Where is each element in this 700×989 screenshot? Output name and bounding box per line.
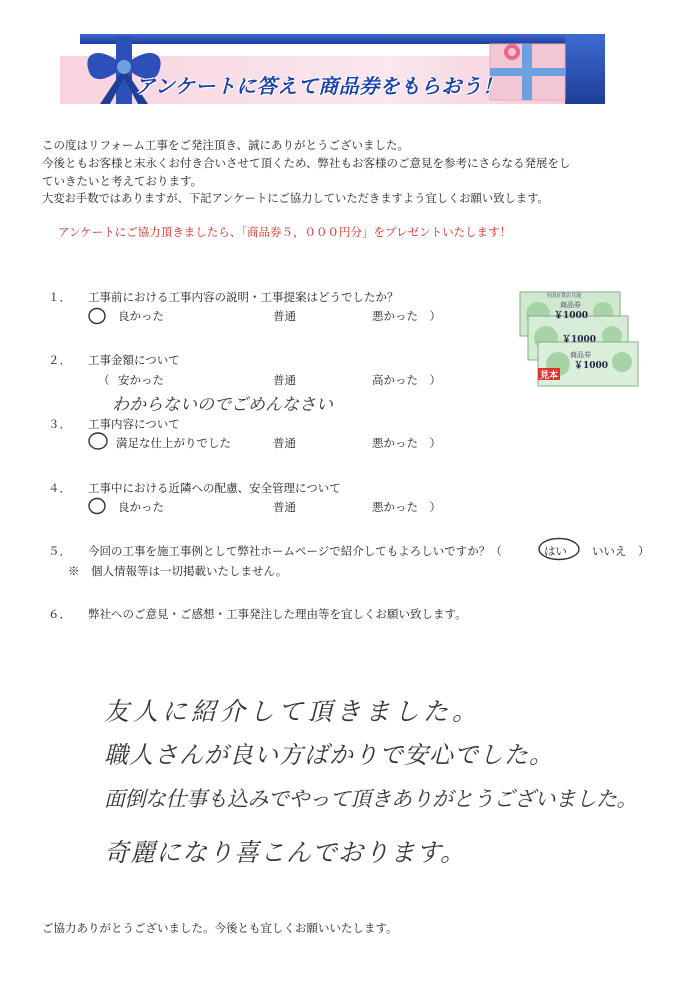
intro-line-3: ていきたいと考えております。 (42, 174, 203, 188)
voucher-amount-2: ￥1000 (562, 335, 597, 345)
selected-circle-icon (86, 430, 112, 452)
question-4-option-good[interactable]: 良かった (118, 500, 164, 514)
comment-line-4: 奇麗になり喜こんでおります。 (104, 838, 467, 867)
question-3-number: ３． (48, 417, 71, 431)
question-4-option-normal[interactable]: 普通 (273, 500, 296, 514)
question-3-text: 工事内容について (88, 417, 180, 431)
question-5-option-no[interactable]: いいえ ） (592, 544, 650, 558)
comment-line-3: 面倒な仕事も込みでやって頂きありがとうございました。 (104, 787, 637, 811)
selected-circle-icon (86, 306, 108, 326)
voucher-amount-3: ￥1000 (574, 361, 609, 371)
footer-thanks: ご協力ありがとうございました。今後とも宜しくお願いいたします。 (42, 921, 398, 935)
voucher-label-3: 商品券 (570, 351, 591, 359)
gift-voucher-image (518, 290, 643, 390)
privacy-note: ※ 個人情報等は一切掲載いたしません。 (68, 564, 288, 578)
question-1-option-good[interactable]: 良かった (118, 309, 164, 323)
question-6-number: ６． (48, 607, 71, 621)
question-5-number: ５． (48, 544, 71, 558)
question-1-option-bad[interactable]: 悪かった ） (372, 309, 441, 323)
question-3-option-normal[interactable]: 普通 (273, 436, 296, 450)
question-2-open-paren: （ (98, 373, 110, 387)
voucher-sample-stamp: 見本 (540, 371, 559, 381)
voucher-brand: 全国百貨店共通 (546, 293, 582, 299)
question-2-handwritten-note: わからないのでごめんなさい (112, 395, 333, 415)
voucher-label-1: 商品券 (560, 301, 581, 309)
intro-line-2: 今後ともお客様と末永くお付き合いさせて頂くため、弊社もお客様のご意見を参考にさらなる発展をし (42, 156, 571, 170)
question-1-text: 工事前における工事内容の説明・工事提案はどうでしたか？ (88, 290, 399, 304)
question-1-option-normal[interactable]: 普通 (273, 309, 296, 323)
selected-circle-icon (86, 496, 108, 516)
question-6-text: 弊社へのご意見・ご感想・工事発注した理由等を宜しくお願い致します。 (88, 607, 467, 621)
comment-line-2: 職人さんが良い方ばかりで安心でした。 (104, 741, 554, 769)
question-5-text: 今回の工事を施工事例として弊社ホームページで紹介してもよろしいですか？（ (88, 544, 502, 558)
intro-line-1: この度はリフォーム工事をご発注頂き、誠にありがとうございました。 (42, 138, 409, 152)
comment-line-1: 友人に紹介して頂きました。 (104, 697, 482, 726)
question-2-number: ２． (48, 353, 71, 367)
question-2-option-cheap[interactable]: 安かった (118, 373, 164, 387)
question-2-option-normal[interactable]: 普通 (273, 373, 296, 387)
question-4-text: 工事中における近隣への配慮、安全管理について (88, 481, 341, 495)
question-2-text: 工事金額について (88, 353, 180, 367)
question-5-option-yes[interactable]: はい (544, 544, 567, 558)
question-4-number: ４． (48, 481, 71, 495)
campaign-notice: アンケートにご協力頂きましたら、「商品券５，０００円分」をプレゼントいたします！ (58, 225, 512, 239)
question-4-option-bad[interactable]: 悪かった ） (372, 500, 441, 514)
intro-line-4: 大変お手数ではありますが、下記アンケートにご協力していただきますよう宜しくお願い致します。 (42, 192, 549, 205)
question-1-number: １． (48, 290, 71, 304)
banner-title: アンケートに答えて商品券をもらおう！ (135, 74, 503, 98)
voucher-amount-1: ￥1000 (554, 311, 589, 321)
question-3-option-satisfied[interactable]: 満足な仕上がりでした (116, 436, 231, 450)
question-2-option-expensive[interactable]: 高かった ） (372, 373, 441, 387)
question-3-option-bad[interactable]: 悪かった ） (372, 436, 441, 450)
